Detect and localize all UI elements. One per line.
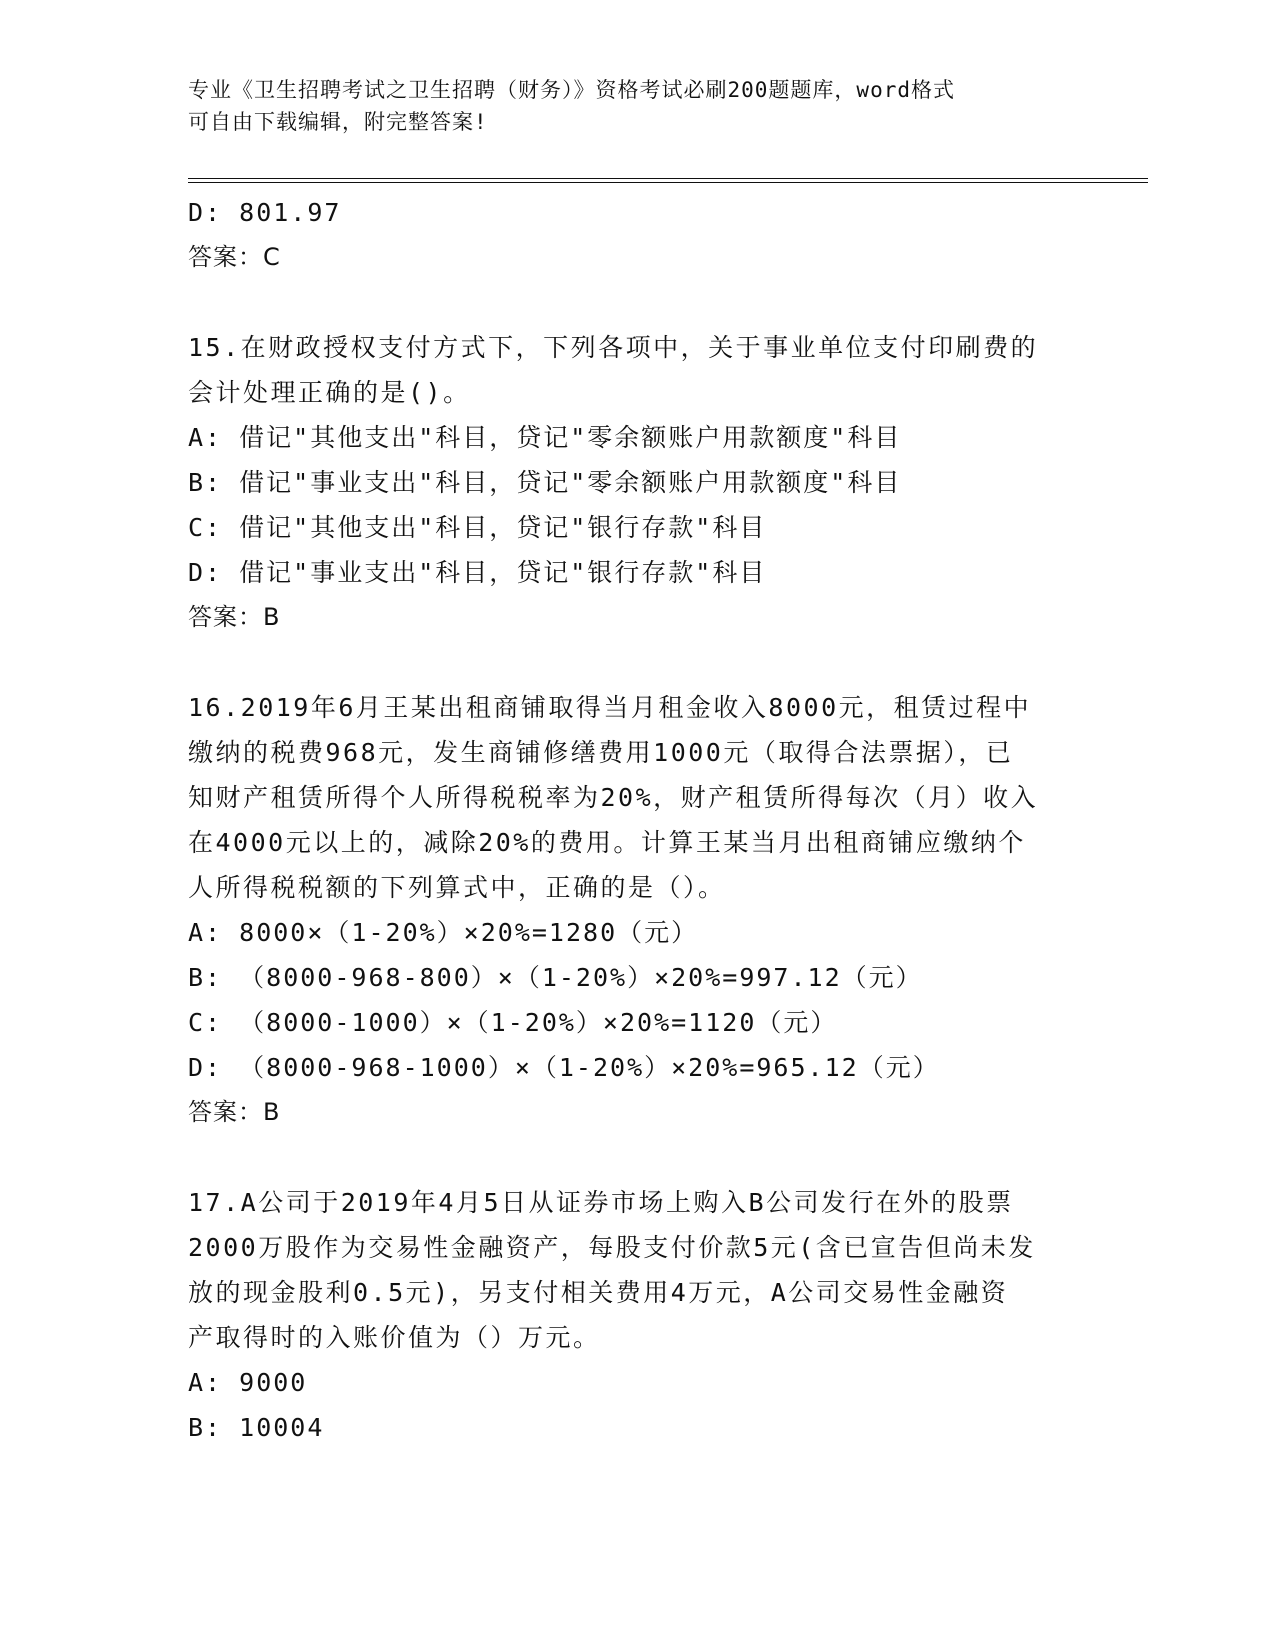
q16-option-b: B: （8000-968-800）×（1-20%）×20%=997.12（元） xyxy=(188,963,923,992)
spacer xyxy=(188,1135,1088,1180)
spacer xyxy=(188,280,1088,325)
q17-stem-line: 2000万股作为交易性金融资产，每股支付价款5元(含已宣告但尚未发 xyxy=(188,1233,1036,1262)
question-17 xyxy=(188,1180,1088,1450)
q16-option-a: A: 8000×（1-20%）×20%=1280（元） xyxy=(188,918,699,947)
header-title-line-1: 专业《卫生招聘考试之卫生招聘（财务）》资格考试必刷200题题库，word格式 xyxy=(188,78,955,102)
prev-answer: 答案：C xyxy=(188,243,281,271)
q16-stem-line: 在4000元以上的，减除20%的费用。计算王某当月出租商铺应缴纳个 xyxy=(188,828,1026,857)
q17-stem-line: 放的现金股利0.5元)，另支付相关费用4万元，A公司交易性金融资 xyxy=(188,1278,1009,1307)
q17-option-b: B: 10004 xyxy=(188,1413,325,1442)
q16-stem-line: 16.2019年6月王某出租商铺取得当月租金收入8000元，租赁过程中 xyxy=(188,693,1032,722)
q15-option-c: C: 借记"其他支出"科目，贷记"银行存款"科目 xyxy=(188,513,767,542)
q15-option-d: D: 借记"事业支出"科目，贷记"银行存款"科目 xyxy=(188,558,767,587)
q17-option-a: A: 9000 xyxy=(188,1368,308,1397)
q17-stem-line: 17.A公司于2019年4月5日从证券市场上购入B公司发行在外的股票 xyxy=(188,1188,1014,1217)
q15-stem-line: 15.在财政授权支付方式下，下列各项中，关于事业单位支付印刷费的 xyxy=(188,333,1039,362)
q16-stem-line: 知财产租赁所得个人所得税税率为20%，财产租赁所得每次（月）收入 xyxy=(188,783,1039,812)
q16-stem-line: 人所得税税额的下列算式中，正确的是（）。 xyxy=(188,873,726,902)
q16-answer: 答案：B xyxy=(188,1098,281,1126)
header-divider xyxy=(188,178,1148,183)
question-content xyxy=(188,190,1088,1450)
q15-answer: 答案：B xyxy=(188,603,281,631)
prev-option-d: D: 801.97 xyxy=(188,198,342,227)
q16-stem-line: 缴纳的税费968元，发生商铺修缮费用1000元（取得合法票据），已 xyxy=(188,738,1014,767)
page-header xyxy=(188,74,1088,138)
q16-option-c: C: （8000-1000）×（1-20%）×20%=1120（元） xyxy=(188,1008,838,1037)
question-16 xyxy=(188,685,1088,1135)
header-title-line-2: 可自由下载编辑，附完整答案! xyxy=(188,110,488,134)
q15-stem-line: 会计处理正确的是()。 xyxy=(188,378,471,407)
q16-option-d: D: （8000-968-1000）×（1-20%）×20%=965.12（元） xyxy=(188,1053,940,1082)
question-15 xyxy=(188,325,1088,640)
q15-option-a: A: 借记"其他支出"科目，贷记"零余额账户用款额度"科目 xyxy=(188,423,902,452)
q15-option-b: B: 借记"事业支出"科目，贷记"零余额账户用款额度"科目 xyxy=(188,468,902,497)
q17-stem-line: 产取得时的入账价值为（）万元。 xyxy=(188,1323,601,1352)
spacer xyxy=(188,640,1088,685)
